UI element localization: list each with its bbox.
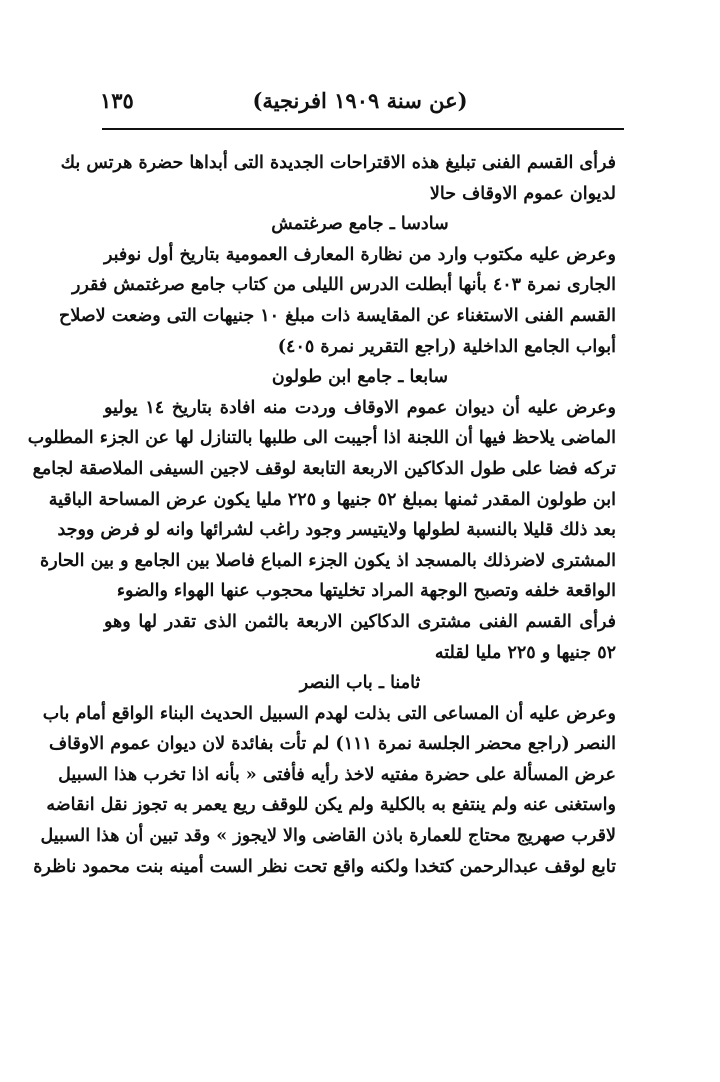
text-line: ابن طولون المقدر ثمنها بمبلغ ٥٢ جنيها و ٢٢٥ مليا يكون عرض المساحة الباقية — [48, 489, 616, 510]
body-text — [27, 148, 616, 882]
text-line: المشترى لاضرذلك بالمسجد اذ يكون الجزء المباع فاصلا بين الجامع و بين الحارة — [40, 550, 616, 571]
text-line: ٥٢ جنيها و ٢٢٥ مليا لقلته — [434, 642, 616, 663]
text-line: القسم الفنى الاستغناء عن المقايسة ذات مبلغ ١٠ جنيهات التى وضعت لاصلاح — [59, 305, 616, 326]
header-rule — [102, 128, 624, 130]
text-line: لديوان عموم الاوقاف حالا — [429, 183, 616, 204]
text-line: عرض المسألة على حضرة مفتيه لاخذ رأيه فأفتى « بأنه اذا تخرب هذا السبيل — [58, 764, 616, 785]
text-line: وعرض عليه مكتوب وارد من نظارة المعارف العمومية بتاريخ أول نوفبر — [104, 244, 616, 265]
section-heading: سابعا ـ جامع ابن طولون — [271, 367, 449, 388]
text-line: أبواب الجامع الداخلية (راجع التقرير نمرة ٤٠٥) — [277, 336, 616, 357]
text-line: بعد ذلك قليلا بالنسبة لطولها ولايتيسر وجود راغب لشرائها وانه لو فرض ووجد — [57, 520, 616, 541]
text-line: الماضى يلاحظ فيها أن اللجنة اذا أجيبت الى طلبها بالتنازل لها عن الجزء المطلوب — [27, 428, 616, 449]
text-line: فرأى القسم الفنى تبليغ هذه الاقتراحات الجديدة التى أبداها حضرة هرتس بك — [60, 153, 616, 173]
text-line: تركه فضا على طول الدكاكين الاربعة التابعة لوقف لاجين السيفى الملاصقة لجامع — [32, 458, 616, 479]
running-title: (عن سنة ١٩٠٩ افرنجية) — [252, 88, 468, 113]
text-line: فرأى القسم الفنى مشترى الدكاكين الاربعة بالثمن الذى تقدر لها وهو — [104, 611, 616, 632]
text-line: لاقرب صهريج محتاج للعمارة باذن القاضى والا لايجوز » وقد تبين أن هذا السبيل — [40, 826, 616, 847]
text-line: النصر (راجع محضر الجلسة نمرة ١١١) لم تأت بفائدة لان ديوان عموم الاوقاف — [49, 734, 616, 755]
page-number: ١٣٥ — [100, 88, 134, 113]
text-line: الواقعة خلفه وتصبح الوجهة المراد تخليتها محجوب عنها الهواء والضوء — [116, 581, 616, 602]
running-header — [100, 88, 620, 124]
text-line: واستغنى عنه ولم ينتفع به بالكلية ولم يكن للوقف ريع يعمر به تجوز نقل انقاضه — [46, 795, 616, 816]
section-heading: سادسا ـ جامع صرغتمش — [271, 214, 449, 235]
section-heading: ثامنا ـ باب النصر — [299, 673, 421, 694]
text-line: وعرض عليه أن ديوان عموم الاوقاف وردت منه افادة بتاريخ ١٤ يوليو — [104, 397, 616, 418]
text-line: تابع لوقف عبدالرحمن كتخدا ولكنه واقع تحت نظر الست أمينه بنت محمود ناظرة — [33, 856, 616, 877]
text-line: الجارى نمرة ٤٠٣ بأنها أبطلت الدرس الليلى من كتاب جامع صرغتمش فقرر — [71, 275, 616, 296]
text-line: وعرض عليه أن المساعى التى بذلت لهدم السبيل الحديث البناء الواقع أمام باب — [42, 703, 616, 724]
